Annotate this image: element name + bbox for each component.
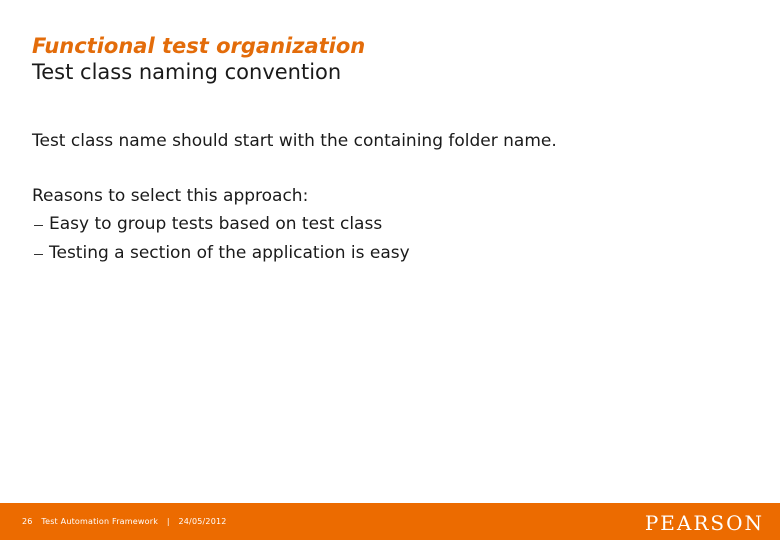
page-number: 26 [22,517,33,526]
reasons-heading: Reasons to select this approach: [32,186,309,206]
reasons-list-item [34,213,410,242]
footer-info [22,517,233,526]
pearson-logo: PEARSON [644,511,764,535]
slide-subtitle: Test class naming convention [32,60,342,84]
presentation-title: Test Automation Framework [41,517,159,526]
dash-bullet-icon [34,225,43,226]
reasons-list [34,213,410,271]
reason-text: Testing a section of the application is easy [49,243,410,263]
title-block [32,33,365,85]
footer-bar [0,503,780,540]
statement-text: Test class name should start with the containing folder name. [32,131,557,151]
reasons-list-item [34,242,410,271]
footer-separator: | [166,517,170,526]
slide-title: Functional test organization [32,34,366,58]
dash-bullet-icon [34,254,43,255]
reason-text: Easy to group tests based on test class [49,214,383,234]
footer-date: 24/05/2012 [178,517,227,526]
